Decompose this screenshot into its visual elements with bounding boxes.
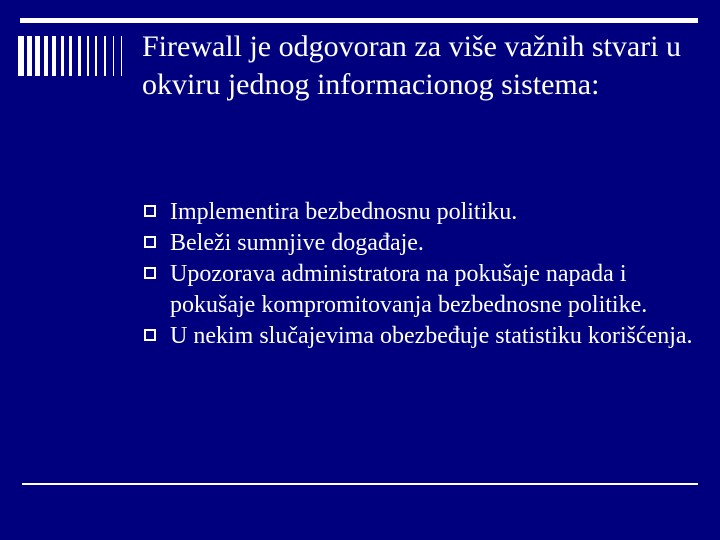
hollow-square-icon bbox=[144, 329, 156, 341]
decor-bar bbox=[52, 36, 56, 76]
bullet-text: Implementira bezbednosnu politiku. bbox=[170, 199, 518, 225]
decor-bar bbox=[87, 36, 89, 76]
decor-bar bbox=[104, 36, 106, 76]
bullet-item bbox=[142, 259, 702, 321]
bullet-text: Upozorava administratora na pokušaje napada i pokušaje kompromitovanja bezbednosne politike. bbox=[170, 261, 648, 318]
vertical-bars-decoration bbox=[16, 36, 128, 76]
bottom-rule bbox=[22, 483, 698, 485]
bullet-text: U nekim slučajevima obezbeđuje statistiku korišćenja. bbox=[170, 323, 693, 349]
decor-bar bbox=[18, 36, 24, 76]
decor-bar bbox=[27, 36, 32, 76]
decor-bar bbox=[95, 36, 97, 76]
bullet-item bbox=[142, 197, 702, 228]
slide-title: Firewall je odgovoran za više važnih stvari u okviru jednog informacionog sistema: bbox=[142, 30, 682, 101]
hollow-square-icon bbox=[144, 236, 156, 248]
decor-bar bbox=[35, 36, 40, 76]
bullet-list bbox=[142, 197, 702, 352]
hollow-square-icon bbox=[144, 205, 156, 217]
decor-bar bbox=[69, 36, 72, 76]
decor-bar bbox=[61, 36, 64, 76]
decor-bar bbox=[44, 36, 48, 76]
top-rule bbox=[20, 18, 698, 23]
bullet-item bbox=[142, 321, 702, 352]
bullet-text: Beleži sumnjive događaje. bbox=[170, 230, 424, 256]
hollow-square-icon bbox=[144, 267, 156, 279]
decor-bar bbox=[113, 36, 114, 76]
bullet-item bbox=[142, 228, 702, 259]
decor-bar bbox=[121, 36, 122, 76]
decor-bar bbox=[78, 36, 81, 76]
